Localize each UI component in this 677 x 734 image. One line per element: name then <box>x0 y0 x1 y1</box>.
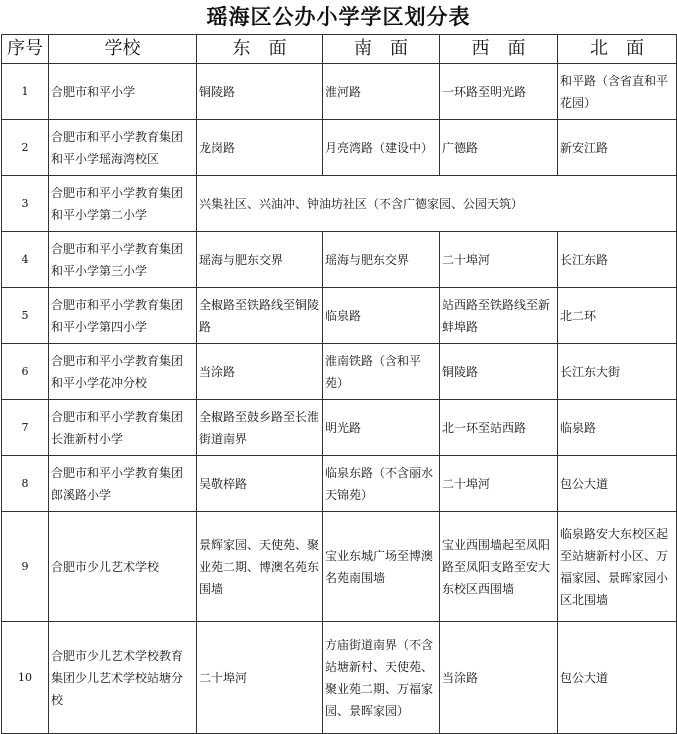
row-index: 8 <box>2 456 49 512</box>
south-boundary: 瑶海与肥东交界 <box>323 232 440 288</box>
table-row <box>2 232 677 288</box>
south-boundary: 临泉路 <box>323 288 440 344</box>
east-boundary: 铜陵路 <box>197 64 323 120</box>
header-east: 东 面 <box>197 35 323 64</box>
school-name: 合肥市少儿艺术学校 <box>49 512 197 622</box>
school-name: 合肥市和平小学教育集团和平小学第四小学 <box>49 288 197 344</box>
east-boundary: 景辉家园、天使苑、聚业苑二期、博澳名苑东围墙 <box>197 512 323 622</box>
north-boundary: 临泉路 <box>558 400 677 456</box>
west-boundary: 宝业西围墙起至凤阳路至凤阳支路至安大东校区西围墙 <box>440 512 558 622</box>
merged-boundary: 兴集社区、兴油冲、钟油坊社区（不含广德家园、公园天筑） <box>197 176 677 232</box>
table-row <box>2 512 677 622</box>
table-row <box>2 622 677 734</box>
north-boundary: 临泉路安大东校区起至站塘新村小区、万福家园、景晖家园小区北围墙 <box>558 512 677 622</box>
east-boundary: 瑶海与肥东交界 <box>197 232 323 288</box>
west-boundary: 二十埠河 <box>440 456 558 512</box>
header-index: 序号 <box>2 35 49 64</box>
school-name: 合肥市和平小学教育集团和平小学第三小学 <box>49 232 197 288</box>
row-index: 7 <box>2 400 49 456</box>
school-name: 合肥市和平小学教育集团郎溪路小学 <box>49 456 197 512</box>
row-index: 1 <box>2 64 49 120</box>
east-boundary: 全椒路至鼓乡路至长淮街道南界 <box>197 400 323 456</box>
north-boundary: 和平路（含省直和平花园） <box>558 64 677 120</box>
west-boundary: 站西路至铁路线至新蚌埠路 <box>440 288 558 344</box>
table-row <box>2 120 677 176</box>
row-index: 2 <box>2 120 49 176</box>
west-boundary: 一环路至明光路 <box>440 64 558 120</box>
school-name: 合肥市和平小学教育集团和平小学第二小学 <box>49 176 197 232</box>
south-boundary: 方庙街道南界（不含站塘新村、天使苑、聚业苑二期、万福家园、景晖家园） <box>323 622 440 734</box>
south-boundary: 淮南铁路（含和平苑） <box>323 344 440 400</box>
west-boundary: 广德路 <box>440 120 558 176</box>
west-boundary: 二十埠河 <box>440 232 558 288</box>
south-boundary: 淮河路 <box>323 64 440 120</box>
header-school: 学校 <box>49 35 197 64</box>
school-district-table <box>1 34 677 734</box>
school-name: 合肥市和平小学教育集团和平小学花冲分校 <box>49 344 197 400</box>
table-row <box>2 456 677 512</box>
south-boundary: 临泉东路（不含丽水天锦苑） <box>323 456 440 512</box>
north-boundary: 新安江路 <box>558 120 677 176</box>
table-row <box>2 288 677 344</box>
east-boundary: 二十埠河 <box>197 622 323 734</box>
west-boundary: 铜陵路 <box>440 344 558 400</box>
school-name: 合肥市和平小学教育集团和平小学瑶海湾校区 <box>49 120 197 176</box>
row-index: 4 <box>2 232 49 288</box>
south-boundary: 宝业东城广场至博澳名苑南围墙 <box>323 512 440 622</box>
header-west: 西 面 <box>440 35 558 64</box>
north-boundary: 北二环 <box>558 288 677 344</box>
page-title: 瑶海区公办小学学区划分表 <box>206 5 471 29</box>
south-boundary: 明光路 <box>323 400 440 456</box>
school-name: 合肥市和平小学教育集团长淮新村小学 <box>49 400 197 456</box>
header-north: 北 面 <box>558 35 677 64</box>
table-row <box>2 344 677 400</box>
west-boundary: 当涂路 <box>440 622 558 734</box>
east-boundary: 当涂路 <box>197 344 323 400</box>
row-index: 5 <box>2 288 49 344</box>
east-boundary: 全椒路至铁路线至铜陵路 <box>197 288 323 344</box>
south-boundary: 月亮湾路（建设中） <box>323 120 440 176</box>
table-header-row <box>2 35 677 64</box>
table-row <box>2 176 677 232</box>
header-south: 南 面 <box>323 35 440 64</box>
east-boundary: 龙岗路 <box>197 120 323 176</box>
row-index: 6 <box>2 344 49 400</box>
east-boundary: 吴敬梓路 <box>197 456 323 512</box>
row-index: 9 <box>2 512 49 622</box>
north-boundary: 长江东路 <box>558 232 677 288</box>
table-row <box>2 400 677 456</box>
school-name: 合肥市少儿艺术学校教育集团少儿艺术学校站塘分校 <box>49 622 197 734</box>
north-boundary: 包公大道 <box>558 456 677 512</box>
north-boundary: 长江东大街 <box>558 344 677 400</box>
west-boundary: 北一环至站西路 <box>440 400 558 456</box>
row-index: 3 <box>2 176 49 232</box>
row-index: 10 <box>2 622 49 734</box>
school-name: 合肥市和平小学 <box>49 64 197 120</box>
table-row <box>2 64 677 120</box>
north-boundary: 包公大道 <box>558 622 677 734</box>
